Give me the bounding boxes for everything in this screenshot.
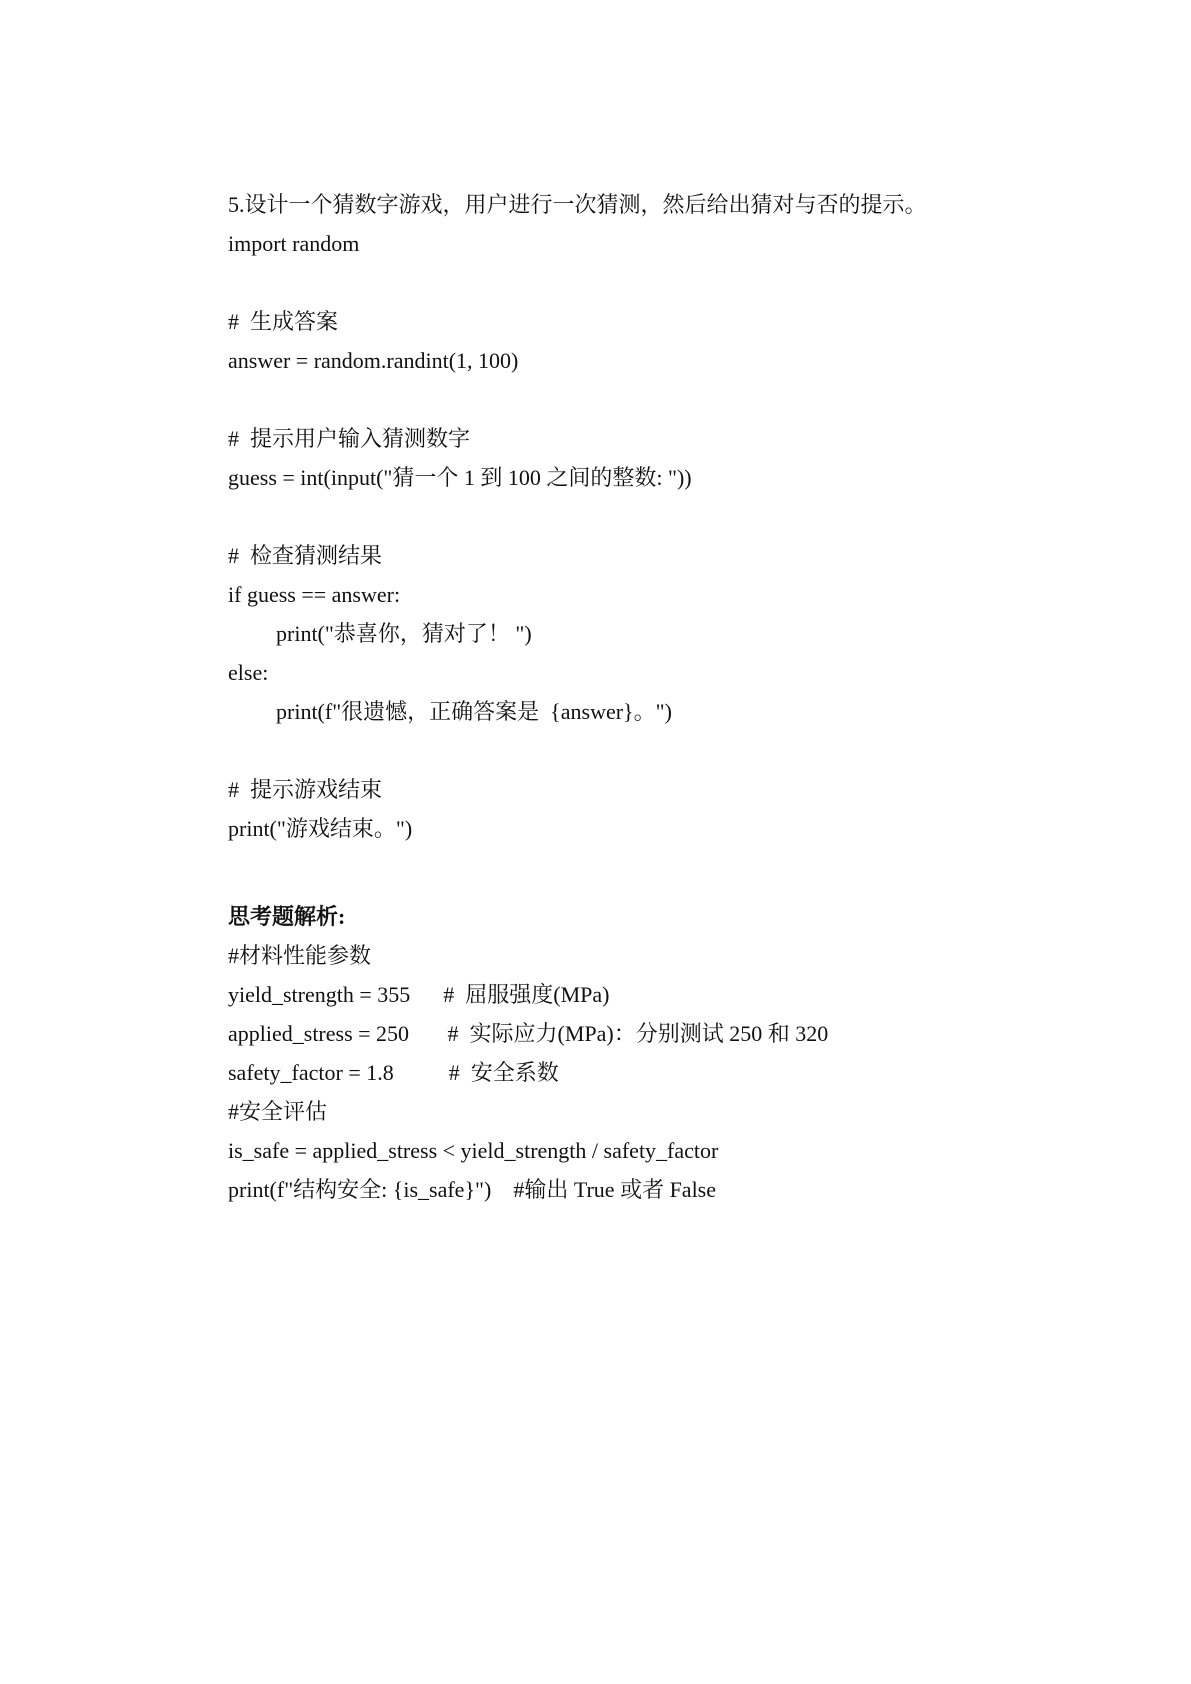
code-yield-strength: yield_strength = 355 # 屈服强度(MPa) bbox=[228, 982, 610, 1007]
comment-game-end: # 提示游戏结束 bbox=[228, 777, 383, 802]
code-else: else: bbox=[228, 660, 269, 685]
document-content bbox=[228, 185, 1048, 1209]
task-title: 5.设计一个猜数字游戏，用户进行一次猜测，然后给出猜对与否的提示。 bbox=[228, 192, 927, 217]
blank-line bbox=[228, 848, 1048, 887]
code-if: if guess == answer: bbox=[228, 582, 401, 607]
section-gap bbox=[228, 887, 1048, 897]
code-print-lose: print(f"很遗憾，正确答案是 {answer}。") bbox=[276, 699, 672, 724]
blank-line bbox=[228, 731, 1048, 770]
comment-material-params: #材料性能参数 bbox=[228, 943, 372, 968]
comment-safety-eval: #安全评估 bbox=[228, 1099, 328, 1124]
code-guess: guess = int(input("猜一个 1 到 100 之间的整数: ")) bbox=[228, 465, 692, 490]
comment-generate-answer: # 生成答案 bbox=[228, 309, 339, 334]
code-safety-factor: safety_factor = 1.8 # 安全系数 bbox=[228, 1060, 559, 1085]
blank-line bbox=[228, 263, 1048, 302]
code-print-win: print("恭喜你，猜对了！ ") bbox=[276, 621, 532, 646]
code-is-safe: is_safe = applied_stress < yield_strength / safety_factor bbox=[228, 1138, 719, 1163]
comment-prompt-input: # 提示用户输入猜测数字 bbox=[228, 426, 471, 451]
code-applied-stress: applied_stress = 250 # 实际应力(MPa)：分别测试 250 和 320 bbox=[228, 1021, 829, 1046]
code-answer: answer = random.randint(1, 100) bbox=[228, 348, 519, 373]
code-print-end: print("游戏结束。") bbox=[228, 816, 413, 841]
comment-check-result: # 检查猜测结果 bbox=[228, 543, 383, 568]
code-import: import random bbox=[228, 231, 360, 256]
blank-line bbox=[228, 380, 1048, 419]
analysis-heading: 思考题解析: bbox=[228, 904, 346, 929]
blank-line bbox=[228, 497, 1048, 536]
code-print-result: print(f"结构安全: {is_safe}") #输出 True 或者 False bbox=[228, 1177, 717, 1202]
